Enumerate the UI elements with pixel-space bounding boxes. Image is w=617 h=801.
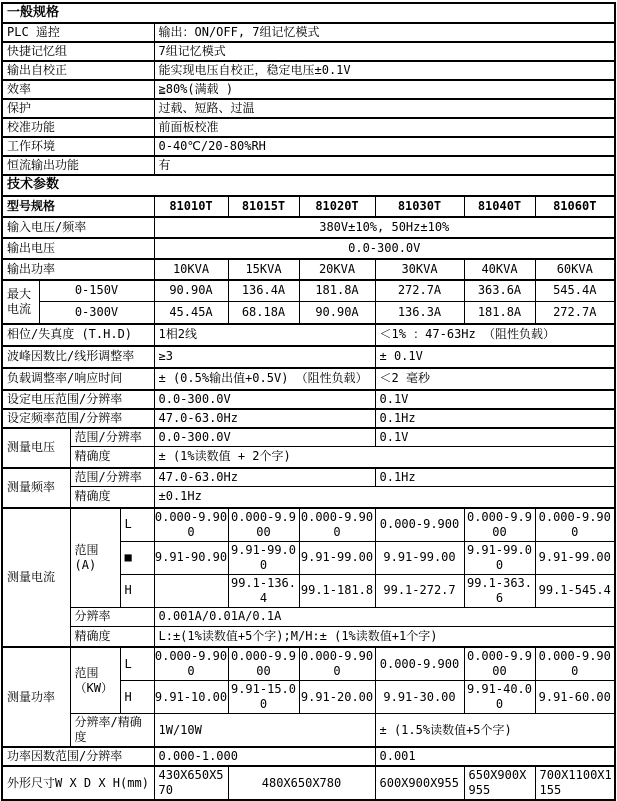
tier-label: L xyxy=(120,647,154,681)
group-label-measure-power: 测量功率 xyxy=(2,647,70,747)
row-label: 快捷记忆组 xyxy=(2,42,154,61)
cell-value: 15KVA xyxy=(228,259,299,280)
model-name: 81010T xyxy=(154,196,228,217)
cell-value: ± 0.1V xyxy=(375,346,615,368)
cell-value: 99.1-272.7 xyxy=(375,574,464,607)
cell-value xyxy=(154,574,228,607)
cell-value: ≥3 xyxy=(154,346,375,368)
row-value: 过载、短路、过温 xyxy=(154,99,615,118)
model-name: 81060T xyxy=(535,196,615,217)
cell-value: 0.1Hz xyxy=(375,409,615,428)
cell-value: 99.1-545.4 xyxy=(535,574,615,607)
row-label: 功率因数范围/分辨率 xyxy=(2,747,154,766)
sub-label: 精确度 xyxy=(70,626,154,647)
cell-value: 1相2线 xyxy=(154,324,375,346)
group-label-max-current: 最大电流 xyxy=(2,280,39,324)
cell-value: 9.91-15.00 xyxy=(228,681,299,714)
cell-value: 9.91-99.00 xyxy=(299,541,375,574)
cell-value: ±0.1Hz xyxy=(154,487,615,508)
tier-label: L xyxy=(120,508,154,542)
row-label: 波峰因数比/线形调整率 xyxy=(2,346,154,368)
spec-table xyxy=(1,2,616,801)
cell-value: 272.7A xyxy=(535,302,615,324)
cell-value: 10KVA xyxy=(154,259,228,280)
cell-value: 47.0-63.0Hz xyxy=(154,409,375,428)
sub-label: 精确度 xyxy=(70,487,154,508)
cell-value: 0.1V xyxy=(375,428,615,447)
cell-value: 0.000-9.900 xyxy=(535,508,615,542)
cell-value: 0.0-300.0V xyxy=(154,390,375,409)
row-label: 设定电压范围/分辨率 xyxy=(2,390,154,409)
cell-value: 600X900X955 xyxy=(375,766,464,800)
cell-value: 9.91-99.00 xyxy=(464,541,535,574)
row-label: 设定频率范围/分辨率 xyxy=(2,409,154,428)
row-label: 工作环境 xyxy=(2,137,154,156)
cell-value: 9.91-10.00 xyxy=(154,681,228,714)
group-label-measure-frequency: 测量频率 xyxy=(2,468,70,508)
model-row-label: 型号规格 xyxy=(2,196,154,217)
cell-value: 430X650X570 xyxy=(154,766,228,800)
row-label: PLC 遥控 xyxy=(2,23,154,42)
sub-label: 分辨率 xyxy=(70,607,154,626)
cell-value: 9.91-20.00 xyxy=(299,681,375,714)
cell-value: ± (1%读数值 + 2个字) xyxy=(154,447,615,468)
cell-value: 0.001A/0.01A/0.1A xyxy=(154,607,615,626)
cell-value: 0.000-9.900 xyxy=(375,508,464,542)
cell-value: 99.1-136.4 xyxy=(228,574,299,607)
row-label: 输入电压/频率 xyxy=(2,217,154,238)
cell-value: ＜1% ：47-63Hz （阻性负载） xyxy=(375,324,615,346)
cell-value: 99.1-363.6 xyxy=(464,574,535,607)
model-name: 81015T xyxy=(228,196,299,217)
row-value: 有 xyxy=(154,156,615,175)
cell-value: 0.001 xyxy=(375,747,615,766)
cell-value: 9.91-99.00 xyxy=(375,541,464,574)
cell-value: 99.1-181.8 xyxy=(299,574,375,607)
group-label-measure-voltage: 测量电压 xyxy=(2,428,70,468)
cell-value: 0.0-300.0V xyxy=(154,428,375,447)
sub-label: 精确度 xyxy=(70,447,154,468)
sub-label: 范围(A) xyxy=(70,508,120,608)
tier-label: ■ xyxy=(120,541,154,574)
cell-value: 1W/10W xyxy=(154,714,375,748)
cell-value: 0.000-9.900 xyxy=(228,508,299,542)
cell-value: 0.000-9.900 xyxy=(299,647,375,681)
row-value: 7组记忆模式 xyxy=(154,42,615,61)
tier-label: H xyxy=(120,574,154,607)
model-name: 81020T xyxy=(299,196,375,217)
row-label: 输出功率 xyxy=(2,259,154,280)
row-label: 外形尺寸W X D X H(mm) xyxy=(2,766,154,800)
cell-value: 9.91-99.00 xyxy=(535,541,615,574)
cell-value: 0.000-9.900 xyxy=(464,647,535,681)
cell-value: 0.1Hz xyxy=(375,468,615,487)
row-value: ≧80%(满载 ) xyxy=(154,80,615,99)
cell-value: 650X900X955 xyxy=(464,766,535,800)
cell-value: 700X1100X1155 xyxy=(535,766,615,800)
row-value: 0.0-300.0V xyxy=(154,238,615,259)
row-value: 能实现电压自校正，稳定电压±0.1V xyxy=(154,61,615,80)
section-title-general: 一般规格 xyxy=(2,3,615,23)
model-name: 81040T xyxy=(464,196,535,217)
cell-value: 0.1V xyxy=(375,390,615,409)
row-label: 保护 xyxy=(2,99,154,118)
cell-value: 68.18A xyxy=(228,302,299,324)
row-value: 前面板校准 xyxy=(154,118,615,137)
sub-label: 范围（KW） xyxy=(70,647,120,714)
cell-value: 90.90A xyxy=(154,280,228,302)
row-value: 0-40℃/20-80%RH xyxy=(154,137,615,156)
row-label: 相位/失真度 (T.H.D) xyxy=(2,324,154,346)
cell-value: 363.6A xyxy=(464,280,535,302)
cell-value: L:±(1%读数值+5个字);M/H:± (1%读数值+1个字) xyxy=(154,626,615,647)
range-label: 0-300V xyxy=(39,302,154,324)
row-value: 380V±10%, 50Hz±10% xyxy=(154,217,615,238)
cell-value: 136.4A xyxy=(228,280,299,302)
cell-value: 181.8A xyxy=(299,280,375,302)
row-label: 输出自校正 xyxy=(2,61,154,80)
cell-value: 0.000-9.900 xyxy=(154,647,228,681)
row-value: 输出：ON/OFF, 7组记忆模式 xyxy=(154,23,615,42)
group-label-measure-current: 测量电流 xyxy=(2,508,70,648)
row-label: 效率 xyxy=(2,80,154,99)
cell-value: 40KVA xyxy=(464,259,535,280)
cell-value: 90.90A xyxy=(299,302,375,324)
cell-value: 30KVA xyxy=(375,259,464,280)
cell-value: 272.7A xyxy=(375,280,464,302)
cell-value: ± (0.5%输出值+0.5V) （阻性负载） xyxy=(154,368,375,390)
cell-value: 480X650X780 xyxy=(228,766,375,800)
row-label: 恒流输出功能 xyxy=(2,156,154,175)
cell-value: 0.000-9.900 xyxy=(299,508,375,542)
row-label: 输出电压 xyxy=(2,238,154,259)
sub-label: 分辨率/精确度 xyxy=(70,714,154,748)
model-name: 81030T xyxy=(375,196,464,217)
cell-value: 9.91-99.00 xyxy=(228,541,299,574)
cell-value: 45.45A xyxy=(154,302,228,324)
cell-value: 60KVA xyxy=(535,259,615,280)
sub-label: 范围/分辨率 xyxy=(70,428,154,447)
cell-value: 0.000-1.000 xyxy=(154,747,375,766)
section-title-technical: 技术参数 xyxy=(2,175,615,195)
cell-value: 9.91-90.90 xyxy=(154,541,228,574)
tier-label: H xyxy=(120,681,154,714)
cell-value: 20KVA xyxy=(299,259,375,280)
cell-value: 0.000-9.900 xyxy=(154,508,228,542)
cell-value: 0.000-9.900 xyxy=(535,647,615,681)
row-label: 校准功能 xyxy=(2,118,154,137)
cell-value: 181.8A xyxy=(464,302,535,324)
sub-label: 范围/分辨率 xyxy=(70,468,154,487)
cell-value: 0.000-9.900 xyxy=(375,647,464,681)
cell-value: 136.3A xyxy=(375,302,464,324)
cell-value: 9.91-40.00 xyxy=(464,681,535,714)
cell-value: ＜2 毫秒 xyxy=(375,368,615,390)
cell-value: 0.000-9.900 xyxy=(228,647,299,681)
cell-value: 0.000-9.900 xyxy=(464,508,535,542)
cell-value: 545.4A xyxy=(535,280,615,302)
range-label: 0-150V xyxy=(39,280,154,302)
row-label: 负载调整率/响应时间 xyxy=(2,368,154,390)
cell-value: 9.91-30.00 xyxy=(375,681,464,714)
cell-value: ± (1.5%读数值+5个字) xyxy=(375,714,615,748)
cell-value: 9.91-60.00 xyxy=(535,681,615,714)
cell-value: 47.0-63.0Hz xyxy=(154,468,375,487)
